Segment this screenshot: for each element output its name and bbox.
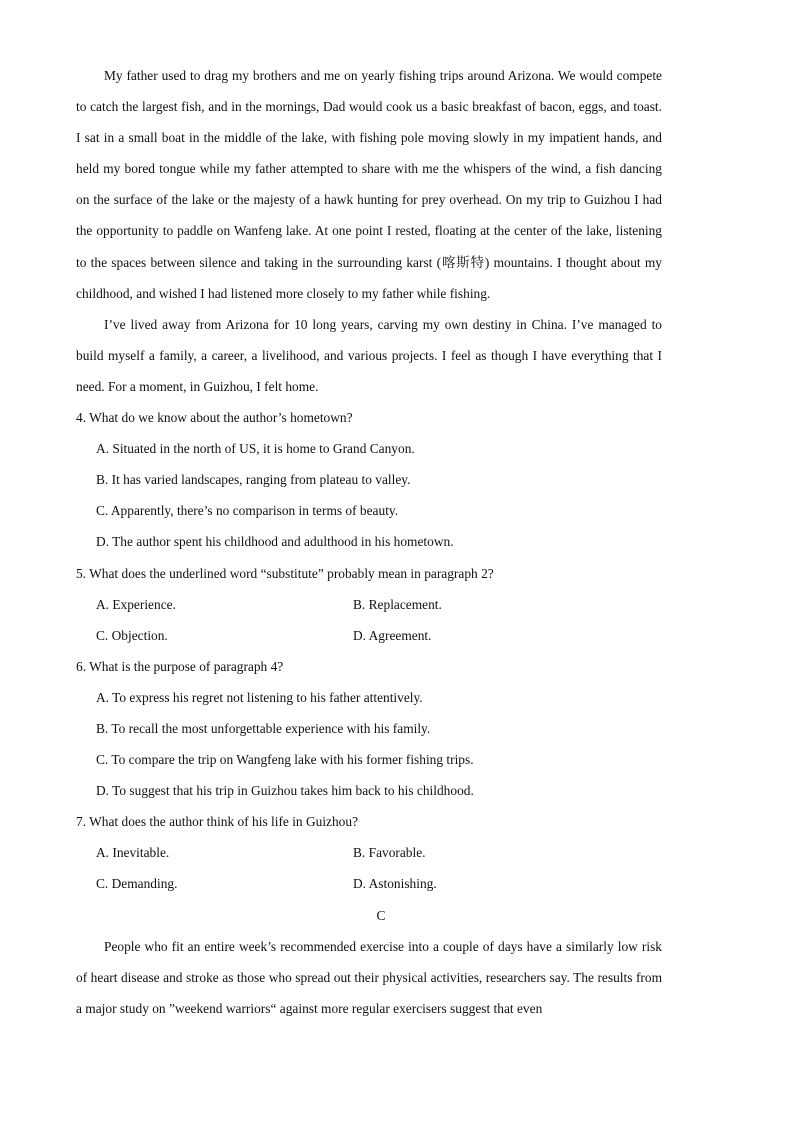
question-block <box>76 558 662 651</box>
answer-option: C. To compare the trip on Wangfeng lake with his former fishing trips. <box>96 752 474 768</box>
answer-option-row <box>76 620 662 651</box>
question-stem: 4. What do we know about the author’s hometown? <box>76 410 353 426</box>
passage-paragraph: People who fit an entire week’s recommended exercise into a couple of days have a similarly low risk of heart disease and stroke as those who spread out their physical activities, researchers say. The results from a major study on ”weekend warriors“ against more regular exercisers suggest that even <box>76 938 662 1016</box>
question-block <box>76 651 662 806</box>
answer-option: B. It has varied landscapes, ranging from plateau to valley. <box>96 472 411 488</box>
passage-paragraph: I’ve lived away from Arizona for 10 long years, carving my own destiny in China. I’ve managed to build myself a family, a career, a livelihood, and various projects. I feel as though I have everything that I need. For a moment, in Guizhou, I felt home. <box>76 316 662 394</box>
question-stem: 6. What is the purpose of paragraph 4? <box>76 658 284 674</box>
answer-option: A. To express his regret not listening to his father attentively. <box>96 689 423 705</box>
answer-option: D. To suggest that his trip in Guizhou takes him back to his childhood. <box>96 783 474 799</box>
answer-option: C. Apparently, there’s no comparison in terms of beauty. <box>96 503 399 519</box>
passage-paragraph: My father used to drag my brothers and me on yearly fishing trips around Arizona. We would compete to catch the largest fish, and in the mornings, Dad would cook us a basic breakfast of bacon, eggs, and toast. I sat in a small boat in the middle of the lake, with fishing pole moving slowly in my impatient hands, and held my bored tongue while my father attempted to share with me the whispers of the wind, a fish dancing on the surface of the lake or the majesty of a hawk hunting for prey overhead. On my trip to Guizhou I had the opportunity to paddle on Wanfeng lake. At one point I rested, floating at the center of the lake, listening to the spaces between silence and taking in the surrounding karst (喀斯特) mountains. I thought about my childhood, and wished I had listened more closely to my father while fishing. <box>76 68 662 301</box>
question-stem: 7. What does the author think of his life in Guizhou? <box>76 814 359 830</box>
question-block <box>76 806 662 899</box>
question-block <box>76 402 662 557</box>
answer-option: D. Agreement. <box>353 627 432 643</box>
answer-option: D. The author spent his childhood and adulthood in his hometown. <box>96 534 454 550</box>
answer-option-row <box>76 837 662 868</box>
answer-option: D. Astonishing. <box>353 876 437 892</box>
answer-option: C. Demanding. <box>96 876 178 892</box>
answer-option-row <box>76 868 662 899</box>
section-heading: C <box>376 907 386 923</box>
answer-option: A. Inevitable. <box>96 845 170 861</box>
document-page <box>76 60 662 1024</box>
answer-option: A. Situated in the north of US, it is home to Grand Canyon. <box>96 441 415 457</box>
question-stem: 5. What does the underlined word “substitute” probably mean in paragraph 2? <box>76 565 494 581</box>
answer-option: B. Favorable. <box>353 845 426 861</box>
answer-option: B. Replacement. <box>353 596 442 612</box>
answer-option: B. To recall the most unforgettable experience with his family. <box>96 720 431 736</box>
answer-option-row <box>76 589 662 620</box>
answer-option: C. Objection. <box>96 627 168 643</box>
answer-option: A. Experience. <box>96 596 176 612</box>
